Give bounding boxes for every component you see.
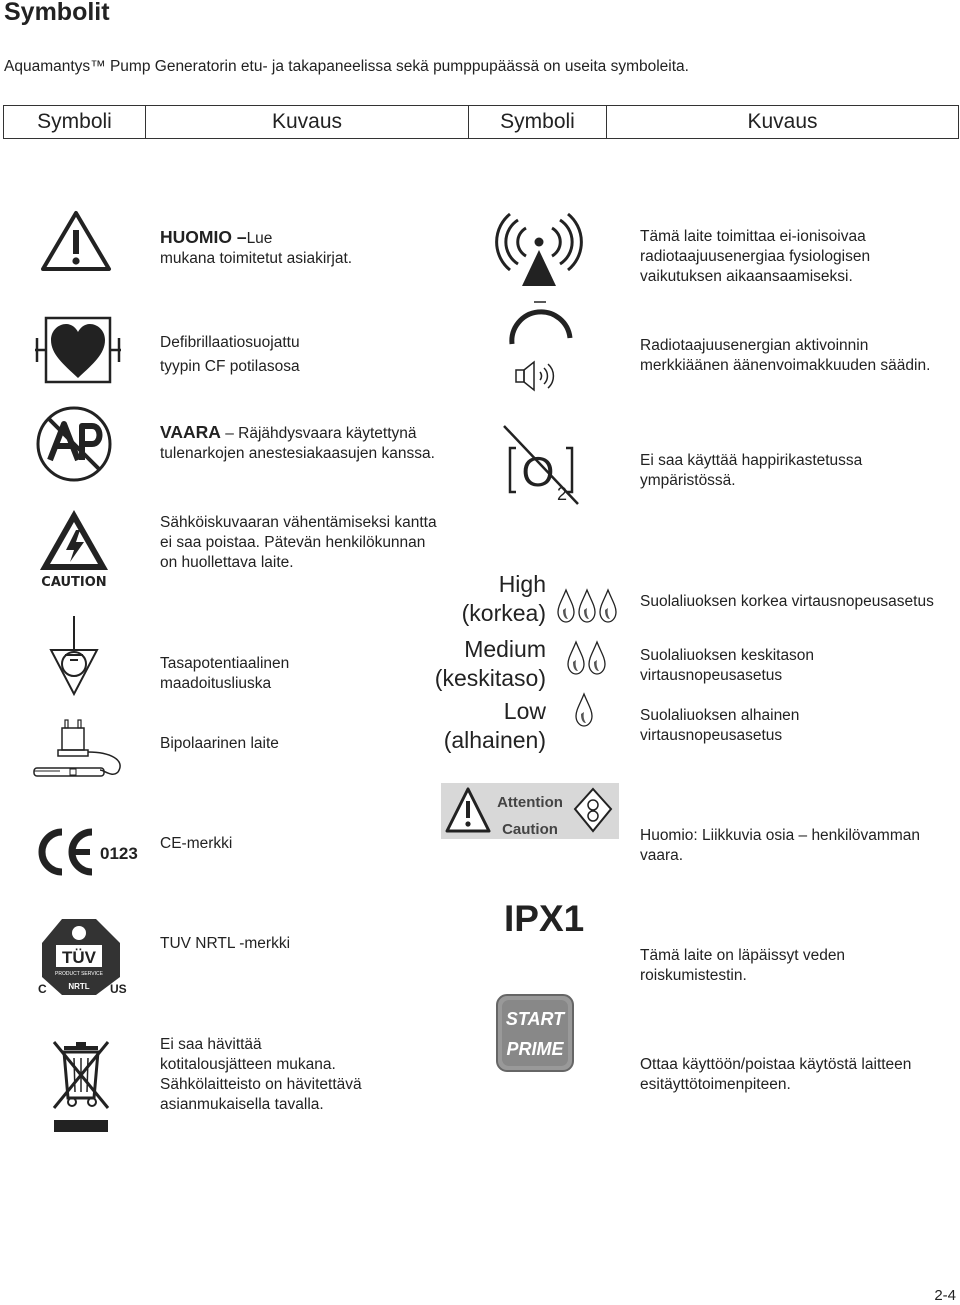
attention-desc: Huomio: Liikkuvia osia – henkilövamman vaara.	[640, 827, 920, 864]
tuv-us: US	[110, 982, 127, 996]
weee-crossed-bin-icon	[50, 1036, 112, 1134]
low-flow-label: Low (alhainen)	[443, 698, 546, 753]
attention-word: Attention	[497, 794, 563, 811]
medium-flow-drops-icon	[566, 640, 608, 676]
header-symbol-2: Symboli	[468, 106, 606, 138]
tuv-logo-text: TÜV	[62, 948, 96, 967]
explosion-desc: VAARA – Räjähdysvaara käytettynä tulenarkojen anestesiakaasujen kanssa.	[160, 422, 435, 462]
header-symbol-1: Symboli	[37, 110, 112, 133]
tuv-nrtl: NRTL	[68, 982, 90, 991]
ipx1-desc: Tämä laite on läpäissyt veden roiskumistestin.	[640, 947, 846, 984]
tuv-c: C	[38, 982, 47, 996]
defibrillation-proof-cf-icon	[33, 316, 123, 386]
warning-desc: HUOMIO –Lue mukana toimitetut asiakirjat.	[160, 227, 353, 267]
bipolar-desc: Bipolaarinen laite	[160, 735, 279, 752]
oxygen-desc: Ei saa käyttää happirikastetussa ympäristössä.	[640, 452, 863, 489]
moving-parts-caution-icon	[441, 783, 619, 839]
no-oxygen-icon	[500, 422, 582, 508]
weee-desc: Ei saa hävittää kotitalousjätteen mukana. Sähkölaitteisto on hävitettävä asianmukaisella tavalla.	[160, 1036, 362, 1113]
equipotential-ground-icon	[48, 614, 100, 696]
page-number: 2-4	[934, 1287, 956, 1304]
defib-desc: Defibrillaatiosuojattu tyypin CF potilasosa	[160, 334, 300, 375]
tuv-desc: TUV NRTL -merkki	[160, 935, 291, 952]
high-flow-desc: Suolaliuoksen korkea virtausnopeusasetus	[640, 593, 934, 610]
medium-flow-desc: Suolaliuoksen keskitason virtausnopeusasetus	[640, 647, 815, 684]
volume-control-icon	[504, 298, 580, 394]
high-flow-label: High (korkea)	[461, 571, 546, 626]
radiation-desc: Tämä laite toimittaa ei-ionisoivaa radiotaajuusenergiaa fysiologisen vaikutuksen aikaansaamiseksi.	[640, 228, 871, 285]
volume-desc: Radiotaajuusenergian aktivoinnin merkkiäänen äänenvoimakkuuden säädin.	[640, 337, 931, 374]
header-desc-2: Kuvaus	[606, 106, 958, 138]
start-prime-desc: Ottaa käyttöön/poistaa käytöstä laitteen esitäyttötoimenpiteen.	[640, 1056, 912, 1093]
no-anesthetic-gas-icon	[34, 404, 114, 484]
header-desc-1: Kuvaus	[145, 106, 468, 138]
high-flow-drops-icon	[556, 588, 620, 624]
non-ionizing-radiation-icon	[498, 210, 580, 288]
ipx1-label: IPX1	[504, 898, 585, 939]
ce-number: 0123	[100, 844, 138, 863]
caution-label: CAUTION	[41, 575, 107, 590]
low-flow-desc: Suolaliuoksen alhainen virtausnopeusasetus	[640, 707, 800, 744]
tuv-sub: PRODUCT SERVICE	[55, 971, 103, 977]
start-word: START	[505, 1009, 565, 1029]
shock-desc: Sähköiskuvaaran vähentämiseksi kantta ei saa poistaa. Pätevän henkilökunnan on huollettava laite.	[160, 514, 437, 571]
low-flow-drop-icon	[574, 692, 594, 728]
bipolar-device-icon	[30, 716, 126, 782]
oxygen-subscript: 2	[556, 484, 568, 504]
warning-triangle-icon	[40, 210, 112, 272]
tuv-nrtl-icon	[38, 917, 128, 997]
electric-shock-caution-icon	[38, 508, 110, 590]
ce-desc: CE-merkki	[160, 835, 233, 852]
intro-text: Aquamantys™ Pump Generatorin etu- ja takapaneelissa sekä pumppupäässä on useita symboleita.	[4, 58, 689, 75]
caution-word: Caution	[502, 821, 558, 838]
table-header	[3, 105, 959, 139]
ground-desc: Tasapotentiaalinen maadoitusliuska	[160, 655, 290, 692]
ce-mark-icon	[32, 826, 142, 878]
page-title: Symbolit	[4, 0, 110, 26]
oxygen-symbol: O	[521, 448, 555, 495]
medium-flow-label: Medium (keskitaso)	[434, 636, 546, 691]
prime-word: PRIME	[506, 1039, 564, 1059]
start-prime-button-icon	[496, 994, 574, 1072]
